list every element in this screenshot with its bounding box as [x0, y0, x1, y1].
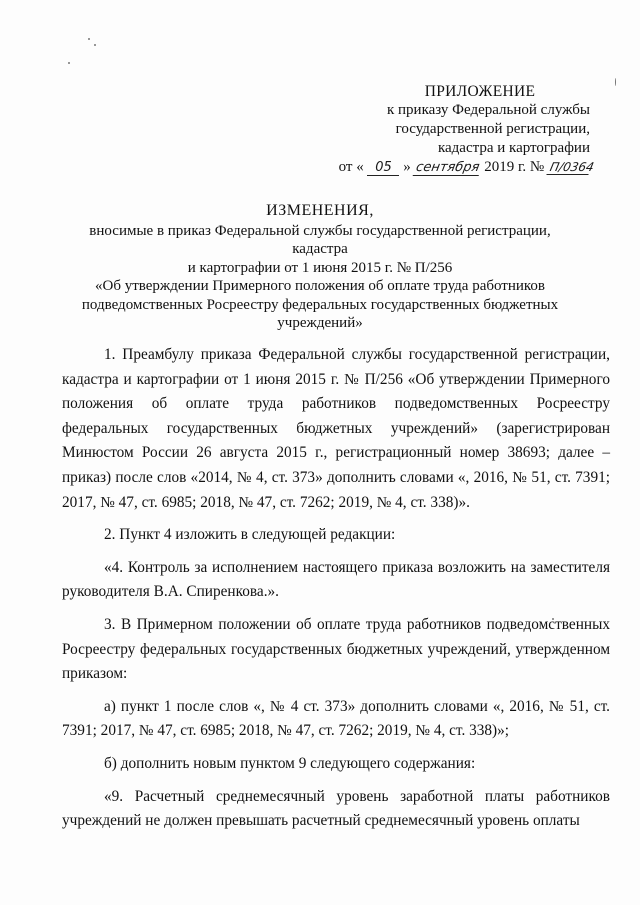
- paragraph-1: 1. Преамбулу приказа Федеральной службы государственной регистрации, кадастра и картографии от 1 июня 2015 г. № П/256 «Об утверждении Примерного положения об оплате труда работников подведомственных Росреестру федеральных государственных бюджетных учреждений» (зарегистрирован Минюстом России 26 августа 2015 г., регистрационный номер 38693; далее – приказ) после слов «2014, № 4, ст. 373» дополнить словами «, 2016, № 51, ст. 7391; 2017, № 47, ст. 6985; 2018, № 47, ст. 7262; 2019, № 4, ст. 338)».: [62, 346, 610, 511]
- paragraph-4: 3. В Примерном положении об оплате труда работников подведомственных Росреестру федеральных государственных бюджетных учреждений, утвержденном приказом:: [62, 615, 610, 683]
- heading-line: «Об утверждении Примерного положения об оплате труда работников: [94, 278, 545, 294]
- appendix-date-line: [330, 158, 596, 177]
- paragraph-6: б) дополнить новым пунктом 9 следующего содержания:: [104, 754, 476, 772]
- appendix-line: государственной регистрации,: [395, 121, 590, 137]
- heading-line: и картографии от 1 июня 2015 г. № П/256: [187, 259, 453, 276]
- scan-speck: [615, 78, 616, 86]
- handwritten-month: сентября: [413, 161, 482, 176]
- paragraph-2: 2. Пункт 4 изложить в следующей редакции:: [104, 526, 396, 544]
- handwritten-day: 05: [367, 161, 399, 176]
- scan-speck: [88, 38, 90, 40]
- heading-line: подведомственных Росреестру федеральных государственных бюджетных: [81, 296, 559, 313]
- appendix-line: кадастра и картографии: [437, 140, 590, 156]
- appendix-title: ПРИЛОЖЕНИЕ: [424, 83, 536, 100]
- date-mid: »: [403, 159, 411, 175]
- handwritten-order-number: П/0364: [546, 160, 591, 175]
- heading-line: вносимые в приказ Федеральной службы государственной регистрации, кадастра: [89, 222, 551, 257]
- paragraph-3: «4. Контроль за исполнением настоящего приказа возложить на заместителя руководителя В.А. Спиренкова.».: [62, 558, 610, 601]
- paragraph-5: а) пункт 1 после слов «, № 4 ст. 373» дополнить словами «, 2016, № 51, ст. 7391; 2017, № 47, ст. 6985; 2018, № 47, ст. 7262; 2019, № 4, ст. 338)»;: [62, 697, 610, 740]
- appendix-block: [330, 82, 596, 177]
- heading-title: ИЗМЕНЕНИЯ,: [266, 202, 374, 219]
- document-body: [62, 343, 610, 834]
- paragraph-7: «9. Расчетный среднемесячный уровень заработной платы работников учреждений не должен превышать расчетный среднемесячный уровень оплаты: [62, 787, 610, 830]
- date-year: 2019 г. №: [484, 159, 545, 175]
- heading-line: учреждений»: [277, 315, 363, 331]
- scan-speck: [68, 62, 70, 64]
- scan-speck: [94, 44, 96, 46]
- date-prefix: от «: [338, 159, 364, 175]
- appendix-line: к приказу Федеральной службы: [386, 102, 590, 118]
- document-heading: [60, 202, 580, 333]
